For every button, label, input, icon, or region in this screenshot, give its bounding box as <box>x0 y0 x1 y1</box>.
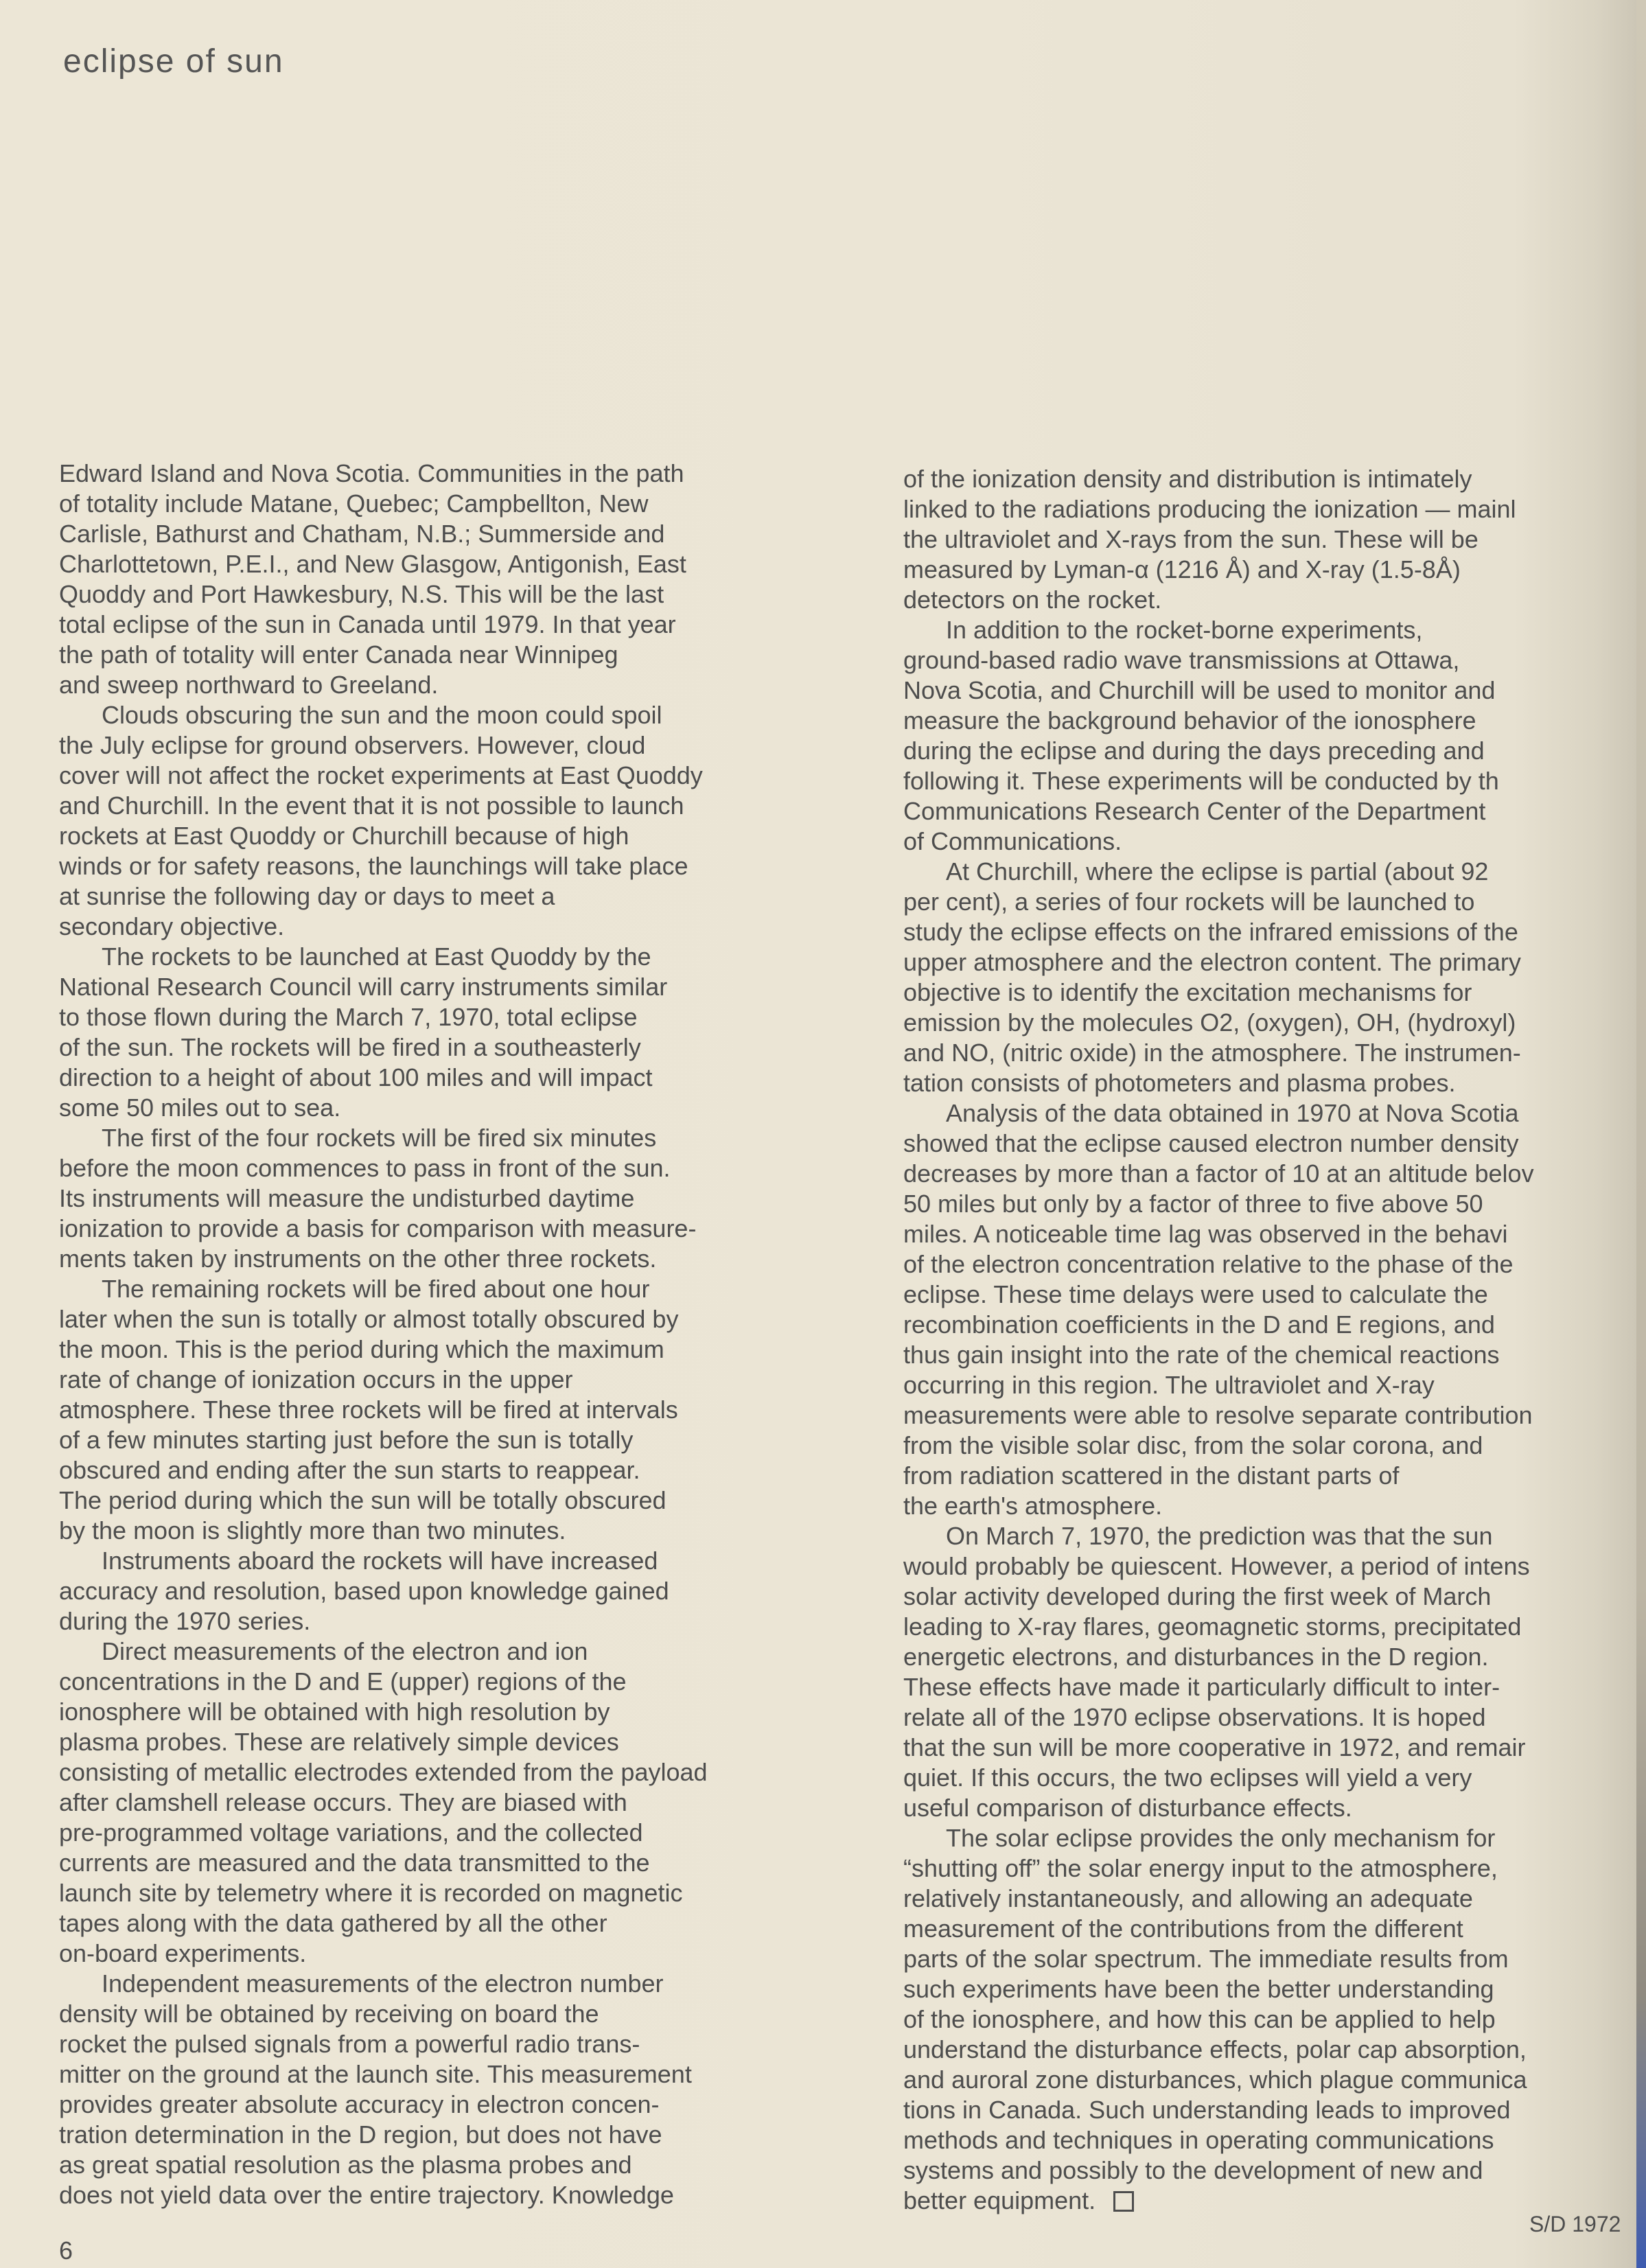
text-line-content: plasma probes. These are relatively simple devices <box>59 1728 619 1756</box>
section-title: eclipse of sun <box>63 43 284 80</box>
text-line <box>59 881 862 912</box>
text-line <box>59 579 862 610</box>
text-line <box>903 2155 1631 2186</box>
text-line <box>903 736 1631 766</box>
text-line-content: Its instruments will measure the undisturbed daytime <box>59 1184 635 1212</box>
text-line <box>59 1032 862 1063</box>
text-line <box>59 2150 862 2180</box>
text-line-content: objective is to identify the excitation mechanisms for <box>903 978 1472 1006</box>
text-line <box>59 1636 862 1667</box>
text-line <box>903 766 1631 796</box>
text-line <box>59 670 862 700</box>
text-line-content: per cent), a series of four rockets will be launched to <box>903 888 1475 916</box>
text-line-content: On March 7, 1970, the prediction was that the sun <box>946 1522 1493 1550</box>
text-line <box>903 615 1631 645</box>
text-line-content: of totality include Matane, Quebec; Campbellton, New <box>59 489 649 518</box>
text-line <box>59 2120 862 2150</box>
text-line <box>903 2065 1631 2095</box>
text-line-content: of the sun. The rockets will be fired in a southeasterly <box>59 1033 641 1061</box>
text-line-content: useful comparison of disturbance effects. <box>903 1794 1352 1822</box>
text-line <box>59 610 862 640</box>
text-line-content: tation consists of photometers and plasma probes. <box>903 1069 1456 1097</box>
text-line-content: relate all of the 1970 eclipse observations. It is hoped <box>903 1703 1486 1731</box>
text-line-content: measure the background behavior of the ionosphere <box>903 706 1476 734</box>
text-line <box>903 464 1631 494</box>
text-line <box>59 912 862 942</box>
text-line <box>59 1365 862 1395</box>
text-line-content: Instruments aboard the rockets will have increased <box>102 1547 658 1575</box>
text-line <box>59 1787 862 1818</box>
text-line-content: following it. These experiments will be conducted by th <box>903 767 1499 795</box>
text-line <box>903 2004 1631 2035</box>
text-line <box>59 1002 862 1032</box>
text-line <box>903 1310 1631 1340</box>
text-line <box>903 1038 1631 1068</box>
text-line-content: recombination coefficients in the D and E regions, and <box>903 1310 1495 1339</box>
text-line <box>903 2125 1631 2155</box>
text-line-content: density will be obtained by receiving on board the <box>59 2000 599 2028</box>
text-line <box>903 2186 1631 2216</box>
text-line-content: tions in Canada. Such understanding leads to improved <box>903 2096 1511 2124</box>
text-line <box>903 1189 1631 1219</box>
text-line <box>903 1702 1631 1733</box>
text-line <box>903 1219 1631 1249</box>
text-line <box>59 2029 862 2059</box>
text-line <box>903 555 1631 585</box>
text-line-content: tration determination in the D region, but does not have <box>59 2120 662 2149</box>
text-line-content: of a few minutes starting just before the sun is totally <box>59 1426 634 1454</box>
text-line <box>59 972 862 1002</box>
text-line <box>903 1974 1631 2004</box>
text-line <box>59 1063 862 1093</box>
text-line <box>59 821 862 851</box>
text-line-content: that the sun will be more cooperative in 1972, and remair <box>903 1733 1526 1761</box>
text-line <box>59 1123 862 1153</box>
text-line-content: does not yield data over the entire trajectory. Knowledge <box>59 2181 674 2209</box>
text-line-content: showed that the eclipse caused electron number density <box>903 1129 1519 1157</box>
text-line <box>903 1159 1631 1189</box>
text-line <box>903 2095 1631 2125</box>
text-line <box>903 1582 1631 1612</box>
text-line <box>903 1733 1631 1763</box>
text-line <box>59 1999 862 2029</box>
text-line-content: the ultraviolet and X-rays from the sun. These will be <box>903 525 1479 553</box>
text-line <box>903 706 1631 736</box>
text-line <box>903 2035 1631 2065</box>
text-line-content: Edward Island and Nova Scotia. Communities in the path <box>59 459 684 487</box>
text-line <box>903 1612 1631 1642</box>
text-line-content: and Churchill. In the event that it is not possible to launch <box>59 791 684 820</box>
text-line-content: measured by Lyman-α (1216 Å) and X-ray (1.5-8Å) <box>903 555 1461 583</box>
text-line <box>903 1914 1631 1944</box>
text-line-content: In addition to the rocket-borne experiments, <box>946 616 1423 644</box>
text-line <box>59 1606 862 1636</box>
text-line-content: accuracy and resolution, based upon knowledge gained <box>59 1577 669 1605</box>
text-line <box>59 1908 862 1939</box>
text-line-content: The remaining rockets will be fired about one hour <box>102 1275 650 1303</box>
text-line-content: understand the disturbance effects, polar cap absorption, <box>903 2035 1527 2063</box>
text-line-content: and sweep northward to Greeland. <box>59 671 439 699</box>
text-line-content: later when the sun is totally or almost totally obscured by <box>59 1305 679 1333</box>
text-line-content: and NO, (nitric oxide) in the atmosphere. The instrumen- <box>903 1039 1521 1067</box>
text-line-content: winds or for safety reasons, the launchings will take place <box>59 852 688 880</box>
text-line <box>59 1697 862 1727</box>
text-line-content: as great spatial resolution as the plasma probes and <box>59 2151 632 2179</box>
text-line-content: Analysis of the data obtained in 1970 at Nova Scotia <box>946 1099 1519 1127</box>
text-line-content: thus gain insight into the rate of the chemical reactions <box>903 1341 1500 1369</box>
text-line <box>903 1642 1631 1672</box>
text-line <box>59 1818 862 1848</box>
text-line <box>59 1334 862 1365</box>
text-line-content: These effects have made it particularly difficult to inter- <box>903 1673 1500 1701</box>
text-line <box>59 1485 862 1516</box>
text-line <box>59 791 862 821</box>
text-line-content: after clamshell release occurs. They are biased with <box>59 1788 627 1816</box>
text-line <box>903 1944 1631 1974</box>
text-line-content: Carlisle, Bathurst and Chatham, N.B.; Summerside and <box>59 520 665 548</box>
text-line-content: by the moon is slightly more than two minutes. <box>59 1516 566 1544</box>
text-line <box>903 977 1631 1008</box>
page-number: 6 <box>59 2236 73 2265</box>
text-line-content: solar activity developed during the first week of March <box>903 1582 1492 1610</box>
text-line <box>903 1551 1631 1582</box>
text-line-content: secondary objective. <box>59 912 285 940</box>
text-line <box>903 1431 1631 1461</box>
text-line <box>903 1793 1631 1823</box>
text-line <box>59 1244 862 1274</box>
text-line-content: Direct measurements of the electron and ion <box>102 1637 588 1665</box>
text-line-content: during the eclipse and during the days preceding and <box>903 737 1485 765</box>
text-line-content: some 50 miles out to sea. <box>59 1094 341 1122</box>
text-line <box>903 1884 1631 1914</box>
text-line-content: of the ionization density and distribution is intimately <box>903 465 1472 493</box>
text-line <box>59 1878 862 1908</box>
text-line <box>903 1280 1631 1310</box>
text-line-content: occurring in this region. The ultraviolet and X-ray <box>903 1371 1435 1399</box>
text-line-content: The period during which the sun will be totally obscured <box>59 1486 666 1514</box>
text-line-content: Charlottetown, P.E.I., and New Glasgow, Antigonish, East <box>59 550 686 578</box>
text-line <box>903 1672 1631 1702</box>
text-line-content: systems and possibly to the development of new and <box>903 2156 1483 2184</box>
text-line-content: upper atmosphere and the electron content. The primary <box>903 948 1521 976</box>
text-line <box>59 459 862 489</box>
text-line <box>903 494 1631 524</box>
text-line-content: obscured and ending after the sun starts to reappear. <box>59 1456 640 1484</box>
text-line <box>59 1395 862 1425</box>
text-line-content: total eclipse of the sun in Canada until 1979. In that year <box>59 610 676 638</box>
text-line <box>59 2059 862 2090</box>
text-line-content: measurement of the contributions from the different <box>903 1914 1463 1943</box>
text-line-content: quiet. If this occurs, the two eclipses will yield a very <box>903 1763 1472 1792</box>
text-line-content: Independent measurements of the electron number <box>102 1969 664 1998</box>
text-line <box>59 1455 862 1485</box>
text-line-content: ground-based radio wave transmissions at Ottawa, <box>903 646 1460 674</box>
text-line-content: tapes along with the data gathered by all the other <box>59 1909 607 1937</box>
text-line-content: rockets at East Quoddy or Churchill because of high <box>59 822 629 850</box>
right-text-column <box>903 464 1631 2216</box>
text-line <box>59 1425 862 1455</box>
text-line-content: provides greater absolute accuracy in electron concen- <box>59 2090 660 2118</box>
text-line <box>903 947 1631 977</box>
text-line-content: the July eclipse for ground observers. However, cloud <box>59 731 646 759</box>
text-line-content: The rockets to be launched at East Quoddy by the <box>102 942 651 971</box>
text-line-content: Nova Scotia, and Churchill will be used to monitor and <box>903 676 1496 704</box>
text-line <box>59 640 862 670</box>
footer-publication-label: S/D 1972 <box>1529 2212 1621 2236</box>
text-line-content: energetic electrons, and disturbances in the D region. <box>903 1643 1489 1671</box>
text-line-content: direction to a height of about 100 miles and will impact <box>59 1063 653 1091</box>
text-line-content: The first of the four rockets will be fired six minutes <box>102 1124 657 1152</box>
text-line-content: consisting of metallic electrodes extended from the payload <box>59 1758 708 1786</box>
text-line-content: cover will not affect the rocket experiments at East Quoddy <box>59 761 703 789</box>
text-line <box>903 1853 1631 1884</box>
text-line <box>59 1214 862 1244</box>
text-line-content: would probably be quiescent. However, a period of intens <box>903 1552 1530 1580</box>
text-line-content: on-board experiments. <box>59 1939 307 1967</box>
text-line-content: the moon. This is the period during which the maximum <box>59 1335 664 1363</box>
page-edge-shadow <box>1636 0 1646 2268</box>
text-line <box>59 1516 862 1546</box>
text-line <box>903 1763 1631 1793</box>
text-line <box>903 675 1631 706</box>
text-line-content: concentrations in the D and E (upper) regions of the <box>59 1667 627 1696</box>
text-line-content: miles. A noticeable time lag was observed in the behavi <box>903 1220 1508 1248</box>
text-line-content: of Communications. <box>903 827 1122 855</box>
text-line <box>903 1098 1631 1129</box>
text-line-content: “shutting off” the solar energy input to the atmosphere, <box>903 1854 1498 1882</box>
text-line <box>59 700 862 730</box>
text-line-content: ionization to provide a basis for comparison with measure- <box>59 1214 697 1242</box>
text-line-content: measurements were able to resolve separate contribution <box>903 1401 1533 1429</box>
text-line <box>903 645 1631 675</box>
text-line-content: currents are measured and the data transmitted to the <box>59 1849 650 1877</box>
text-line-content: to those flown during the March 7, 1970, total eclipse <box>59 1003 638 1031</box>
text-line-content: methods and techniques in operating communications <box>903 2126 1494 2154</box>
text-line-content: Clouds obscuring the sun and the moon could spoil <box>102 701 662 729</box>
text-line-content: the earth's atmosphere. <box>903 1492 1163 1520</box>
text-line <box>59 1727 862 1757</box>
text-line <box>903 1461 1631 1491</box>
text-line-content: such experiments have been the better understanding <box>903 1975 1494 2003</box>
text-line <box>59 851 862 881</box>
text-line <box>59 2090 862 2120</box>
text-line <box>59 519 862 549</box>
text-line-content: detectors on the rocket. <box>903 586 1162 614</box>
text-line <box>903 1249 1631 1280</box>
text-line-content: from radiation scattered in the distant parts of <box>903 1461 1400 1490</box>
text-line-content: ments taken by instruments on the other three rockets. <box>59 1245 657 1273</box>
text-line <box>59 1183 862 1214</box>
text-line <box>59 761 862 791</box>
text-line <box>903 1340 1631 1370</box>
text-line-content: before the moon commences to pass in front of the sun. <box>59 1154 671 1182</box>
text-line-content: eclipse. These time delays were used to calculate the <box>903 1280 1488 1308</box>
text-line-content: better equipment. <box>903 2186 1096 2214</box>
text-line <box>59 1546 862 1576</box>
text-line-content: Communications Research Center of the Department <box>903 797 1486 825</box>
text-line-content: ionosphere will be obtained with high resolution by <box>59 1698 610 1726</box>
text-line <box>59 1667 862 1697</box>
text-line-content: relatively instantaneously, and allowing an adequate <box>903 1884 1473 1912</box>
text-line-content: at sunrise the following day or days to meet a <box>59 882 555 910</box>
text-line <box>903 857 1631 887</box>
text-line <box>59 489 862 519</box>
text-line-content: leading to X-ray flares, geomagnetic storms, precipitated <box>903 1612 1522 1641</box>
text-line-content: pre-programmed voltage variations, and the collected <box>59 1818 643 1847</box>
text-line-content: atmosphere. These three rockets will be fired at intervals <box>59 1396 678 1424</box>
text-line <box>59 1757 862 1787</box>
text-line-content: study the eclipse effects on the infrared emissions of the <box>903 918 1518 946</box>
text-line <box>59 730 862 761</box>
text-line <box>903 585 1631 615</box>
text-line-content: The solar eclipse provides the only mechanism for <box>946 1824 1496 1852</box>
text-line-content: and auroral zone disturbances, which plague communica <box>903 2066 1527 2094</box>
text-line <box>903 887 1631 917</box>
text-line-content: Quoddy and Port Hawkesbury, N.S. This will be the last <box>59 580 664 608</box>
text-line-content: from the visible solar disc, from the solar corona, and <box>903 1431 1483 1459</box>
left-text-column <box>59 459 862 2210</box>
text-line <box>903 524 1631 555</box>
text-line-content: the path of totality will enter Canada near Winnipeg <box>59 640 618 669</box>
text-line-content: rate of change of ionization occurs in the upper <box>59 1365 573 1393</box>
text-line-content: At Churchill, where the eclipse is partial (about 92 <box>946 857 1489 886</box>
text-line <box>903 826 1631 857</box>
text-line <box>903 1400 1631 1431</box>
text-line-content: rocket the pulsed signals from a powerful radio trans- <box>59 2030 640 2058</box>
text-line-content: of the electron concentration relative to the phase of the <box>903 1250 1514 1278</box>
text-line <box>59 942 862 972</box>
text-line-content: decreases by more than a factor of 10 at an altitude belov <box>903 1159 1534 1188</box>
text-line <box>903 796 1631 826</box>
text-line <box>59 1304 862 1334</box>
text-line-content: 50 miles but only by a factor of three to five above 50 <box>903 1190 1483 1218</box>
text-line <box>903 1068 1631 1098</box>
text-line-content: mitter on the ground at the launch site. This measurement <box>59 2060 692 2088</box>
text-line <box>903 1521 1631 1551</box>
text-line <box>903 917 1631 947</box>
text-line-content: National Research Council will carry instruments similar <box>59 973 668 1001</box>
text-line-content: emission by the molecules O2, (oxygen), OH, (hydroxyl) <box>903 1008 1516 1037</box>
text-line <box>903 1491 1631 1521</box>
text-line <box>59 1274 862 1304</box>
text-line <box>903 1370 1631 1400</box>
text-line <box>59 1848 862 1878</box>
text-line <box>59 549 862 579</box>
text-line-content: parts of the solar spectrum. The immediate results from <box>903 1945 1509 1973</box>
text-line <box>903 1008 1631 1038</box>
text-line <box>903 1129 1631 1159</box>
text-line <box>59 1093 862 1123</box>
text-line <box>59 1969 862 1999</box>
text-line-content: linked to the radiations producing the ionization — mainl <box>903 495 1516 523</box>
text-line <box>903 1823 1631 1853</box>
text-line-content: during the 1970 series. <box>59 1607 311 1635</box>
text-line <box>59 1153 862 1183</box>
text-line <box>59 2180 862 2210</box>
text-line-content: launch site by telemetry where it is recorded on magnetic <box>59 1879 683 1907</box>
end-of-article-square-icon <box>1113 2191 1134 2212</box>
text-line <box>59 1576 862 1606</box>
text-line <box>59 1939 862 1969</box>
text-line-content: of the ionosphere, and how this can be applied to help <box>903 2005 1496 2033</box>
